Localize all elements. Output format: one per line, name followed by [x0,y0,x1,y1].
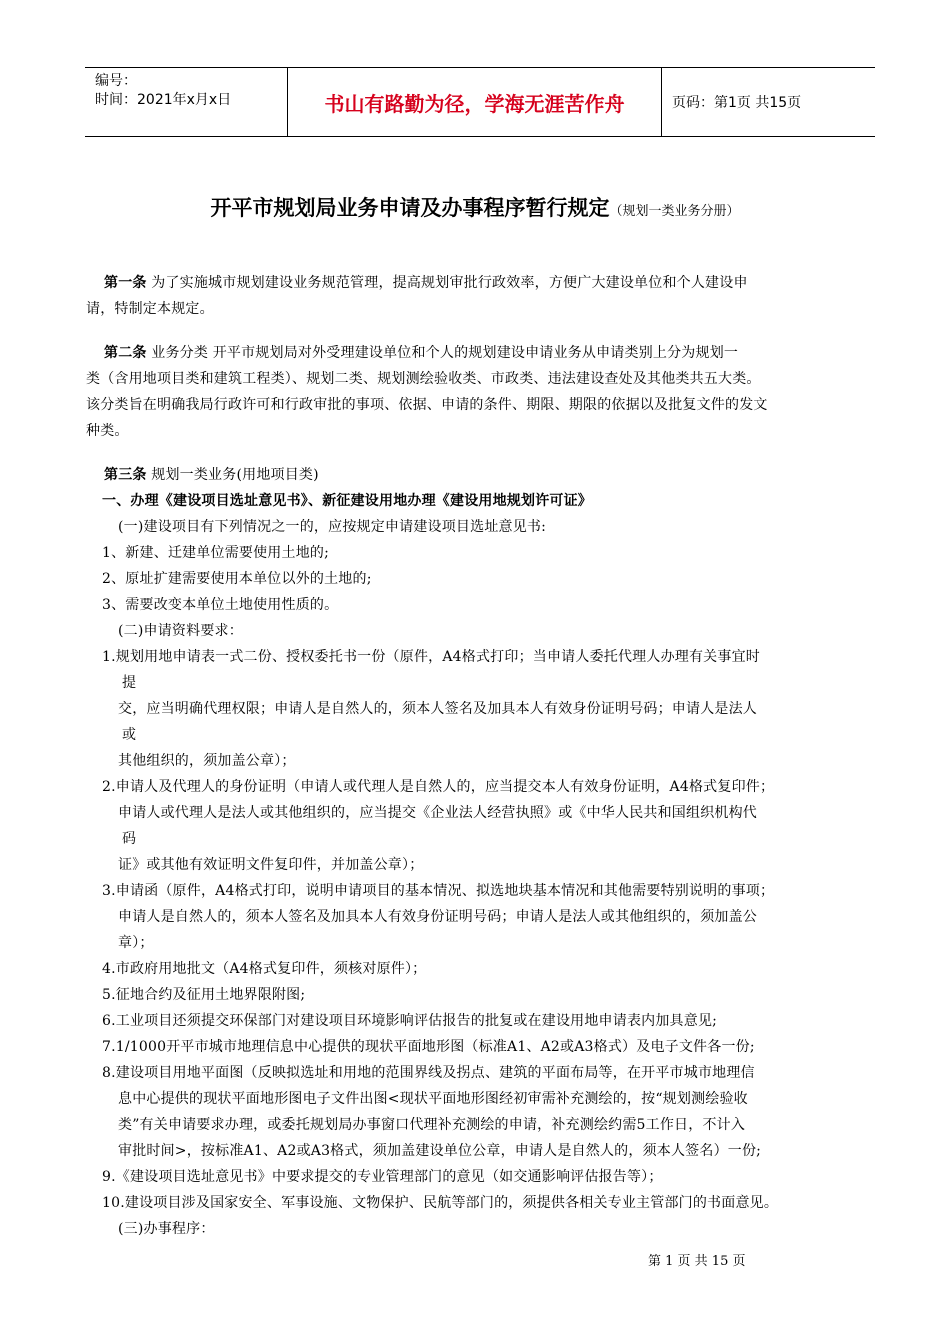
requirement-line: 审批时间>，按标准A1、A2或A3格式，须加盖建设单位公章，申请人是自然人的，须本人签名）一份; [118,1143,762,1159]
sub-section-1: (一)建设项目有下列情况之一的，应按规定申请建设项目选址意见书: [118,519,547,535]
case-1: 1、新建、迁建单位需要使用土地的; [102,545,330,561]
document-title [0,192,950,222]
sub-section-2: (二)申请资料要求： [118,623,243,639]
requirement-line: 类”有关申请要求办理，或委托规划局办事窗口代理补充测绘的申请，补充测绘约需5工作日，不计入 [118,1117,746,1133]
sub-section-3: (三)办事程序： [118,1221,215,1237]
section-1-title: 一、办理《建设项目选址意见书》、新征建设用地办理《建设用地规划许可证》 [102,493,592,509]
requirements-list [102,644,894,1216]
article-2-line-2: 类（含用地项目类和建筑工程类）、规划二类、规划测绘验收类、市政类、违法建设查处及其他类共五大类。 [86,371,761,387]
requirement-line: 10.建设项目涉及国家安全、军事设施、文物保护、民航等部门的，须提供各相关专业主管部门的书面意见。 [102,1195,779,1211]
requirement-line: 6.工业项目还须提交环保部门对建设项目环境影响评估报告的批复或在建设用地申请表内加具意见; [102,1013,718,1029]
case-2: 2、原址扩建需要使用本单位以外的土地的; [102,571,372,587]
page-footer: 第 1 页 共 15 页 [648,1254,746,1269]
header-page-label: 页码：第1页 共15页 [672,95,802,111]
requirement-line: 5.征地合约及征用土地界限附图; [102,987,306,1003]
article-2-line-4: 种类。 [86,423,129,439]
requirement-line: 4.市政府用地批文（A4格式复印件，须核对原件）； [102,961,427,977]
article-2-line-1: 业务分类 开平市规划局对外受理建设单位和个人的规划建设申请业务从申请类别上分为规划一 [146,345,739,361]
document-title-sub: （规划一类业务分册） [609,204,740,219]
case-3: 3、需要改变本单位土地使用性质的。 [102,597,339,613]
page-header [85,67,875,137]
requirement-line: 息中心提供的现状平面地形图电子文件出图<现状平面地形图经初审需补充测绘的，按“规划测绘验收 [118,1091,748,1107]
requirement-line: 或 [122,727,137,743]
document-title-main: 开平市规划局业务申请及办事程序暂行规定 [210,196,610,220]
requirement-line: 1.规划用地申请表一式二份、授权委托书一份（原件，A4格式打印；当申请人委托代理人办理有关事宜时 [102,649,760,665]
article-2-line-3: 该分类旨在明确我局行政许可和行政审批的事项、依据、申请的条件、期限、期限的依据以及批复文件的发文 [86,397,768,413]
header-motto: 书山有路勤为径，学海无涯苦作舟 [287,68,662,136]
requirement-line: 申请人是自然人的，须本人签名及加具本人有效身份证明号码；申请人是法人或其他组织的，须加盖公 [118,909,757,925]
requirement-line: 码 [122,831,137,847]
requirement-line: 提 [122,675,137,691]
article-3-heading: 规划一类业务(用地项目类) [146,467,319,483]
requirement-line: 7.1/1000开平市城市地理信息中心提供的现状平面地形图（标准A1、A2或A3格式）及电子文件各一份; [102,1039,755,1055]
requirement-line: 3.申请函（原件，A4格式打印，说明申请项目的基本情况、拟选地块基本情况和其他需要特别说明的事项； [102,883,775,899]
requirement-line: 交，应当明确代理权限；申请人是自然人的，须本人签名及加具本人有效身份证明号码；申请人是法人 [118,701,757,717]
article-3 [104,462,894,1242]
requirement-line: 2.申请人及代理人的身份证明（申请人或代理人是自然人的，应当提交本人有效身份证明，A4格式复印件； [102,779,775,795]
article-2-label: 第二条 [104,345,147,361]
article-1-label: 第一条 [104,275,147,291]
article-1-line-1: 为了实施城市规划建设业务规范管理，提高规划审批行政效率，方便广大建设单位和个人建设申 [146,275,748,291]
requirement-line: 申请人或代理人是法人或其他组织的，应当提交《企业法人经营执照》或《中华人民共和国组织机构代 [118,805,757,821]
document-time-label: 时间：2021年x月x日 [95,92,232,108]
article-2 [86,340,894,444]
article-1 [86,270,894,322]
article-1-line-2: 请，特制定本规定。 [86,301,214,317]
requirement-line: 8.建设项目用地平面图（反映拟选址和用地的范围界线及拐点、建筑的平面布局等，在开平市城市地理信 [102,1065,755,1081]
document-number-label: 编号： [95,73,137,89]
requirement-line: 章）； [118,935,154,951]
document-body [86,270,894,1242]
requirement-line: 其他组织的，须加盖公章）； [118,753,296,769]
header-meta [85,68,287,136]
requirement-line: 证》或其他有效证明文件复印件，并加盖公章）； [118,857,424,873]
article-3-label: 第三条 [104,467,147,483]
requirement-line: 9.《建设项目选址意见书》中要求提交的专业管理部门的意见（如交通影响评估报告等）； [102,1169,663,1185]
